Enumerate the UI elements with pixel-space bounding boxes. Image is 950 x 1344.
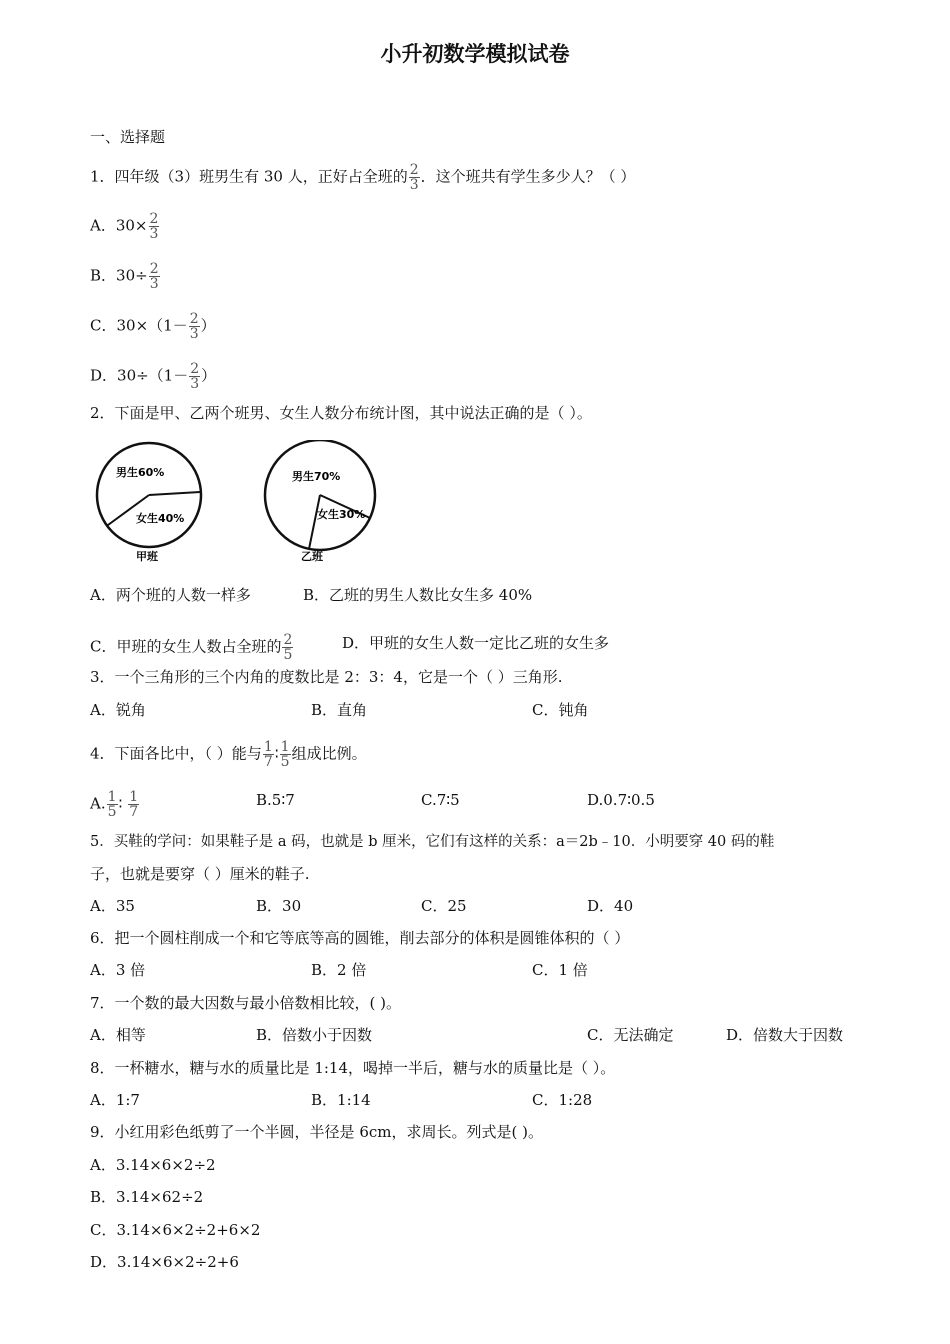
page-title: 小升初数学模拟试卷 [380,42,570,66]
question-7-option-c[interactable]: C．无法确定 [587,1026,674,1044]
pie-label-female: 女生30% [317,508,366,521]
pie-divider [149,492,200,495]
fraction: $\frac{2}{3}$ [149,211,159,242]
chart-name: 甲班 [136,550,158,563]
fraction: $\frac{1}{7}$ [129,789,139,820]
question-7-stem: 7．一个数的最大因数与最小倍数相比较，( )。 [90,994,402,1012]
question-2-option-b[interactable]: B．乙班的男生人数比女生多 40% [303,586,533,604]
question-6-stem: 6．把一个圆柱削成一个和它等底等高的圆锥，削去部分的体积是圆锥体积的（ ） [90,929,630,947]
question-7-option-d[interactable]: D．倍数大于因数 [726,1026,844,1044]
pie-label-female: 女生40% [136,512,185,525]
question-2-option-a[interactable]: A．两个班的人数一样多 [90,586,251,604]
fraction: $\frac{2}{5}$ [283,632,293,663]
question-9-option-d[interactable]: D．3.14×6×2÷2+6 [90,1253,239,1271]
question-8-option-a[interactable]: A．1:7 [90,1091,140,1109]
question-4-stem: 4．下面各比中，（ ）能与 $\frac{1}{7}$ ∶ $\frac{1}{5}$ 组成比例。 [90,739,367,770]
question-8-option-c[interactable]: C．1:28 [532,1091,593,1109]
question-9-stem: 9．小红用彩色纸剪了一个半圆，半径是 6cm，求周长。列式是( )。 [90,1123,543,1141]
question-9-option-b[interactable]: B．3.14×62÷2 [90,1188,204,1206]
question-3-option-c[interactable]: C．钝角 [532,701,589,719]
question-3-option-a[interactable]: A．锐角 [90,701,146,719]
fraction: $\frac{1}{7}$ [263,739,273,770]
question-1-option-d[interactable]: D．30÷（1－ $\frac{2}{3}$ ） [90,361,217,392]
question-5-stem-line1: 5．买鞋的学问：如果鞋子是 a 码，也就是 b 厘米，它们有这样的关系：a＝2b﹣10．小明要穿 40 码的鞋 [90,834,775,850]
pie-chart-class-yi [265,440,375,563]
question-2-stem: 2．下面是甲、乙两个班男、女生人数分布统计图，其中说法正确的是（ ）。 [90,404,592,422]
question-5-option-a[interactable]: A．35 [90,897,135,915]
chart-name: 乙班 [301,550,323,563]
fraction: $\frac{1}{5}$ [107,789,117,820]
question-1-option-c[interactable]: C．30×（1－ $\frac{2}{3}$ ） [90,311,216,342]
question-1-option-a[interactable]: A．30× $\frac{2}{3}$ [90,211,159,242]
fraction: $\frac{1}{5}$ [280,739,290,770]
question-1-stem: 1．四年级（3）班男生有 30 人，正好占全班的 $\frac{2}{3}$ ．这个班共有学生多少人？（ ） [90,162,636,193]
question-5-option-c[interactable]: C．25 [421,897,467,915]
fraction: $\frac{2}{3}$ [149,261,159,292]
pie-label-male: 男生70% [292,470,341,483]
question-6-option-b[interactable]: B．2 倍 [311,961,367,979]
question-3-stem: 3．一个三角形的三个内角的度数比是 2：3：4，它是一个（ ）三角形. [90,668,563,686]
question-5-stem-line2: 子，也就是要穿（ ）厘米的鞋子. [90,865,310,883]
section-heading: 一、选择题 [90,128,166,146]
question-7-option-a[interactable]: A．相等 [90,1026,146,1044]
question-1-option-b[interactable]: B．30÷ $\frac{2}{3}$ [90,261,159,292]
question-9-option-c[interactable]: C．3.14×6×2÷2+6×2 [90,1221,261,1239]
pie-divider [309,495,320,549]
question-6-option-c[interactable]: C．1 倍 [532,961,588,979]
question-4-option-c[interactable]: C.7∶5 [421,791,460,809]
question-4-option-a[interactable]: A. $\frac{1}{5}$ ∶ $\frac{1}{7}$ [90,789,139,820]
question-8-stem: 8．一杯糖水，糖与水的质量比是 1:14，喝掉一半后，糖与水的质量比是（ ）。 [90,1059,616,1077]
question-4-option-d[interactable]: D.0.7∶0.5 [587,791,655,809]
question-4-option-b[interactable]: B.5∶7 [256,791,295,809]
question-2-option-c[interactable]: C．甲班的女生人数占全班的 $\frac{2}{5}$ [90,632,293,663]
question-2-option-d[interactable]: D．甲班的女生人数一定比乙班的女生多 [342,634,610,652]
fraction: $\frac{2}{3}$ [189,311,199,342]
pie-label-male: 男生60% [116,466,165,479]
question-8-option-b[interactable]: B．1:14 [311,1091,371,1109]
fraction: $\frac{2}{3}$ [409,162,419,193]
pie-chart-class-jia [97,443,201,563]
question-9-option-a[interactable]: A．3.14×6×2÷2 [90,1156,216,1174]
question-6-option-a[interactable]: A．3 倍 [90,961,146,979]
fraction: $\frac{2}{3}$ [190,361,200,392]
question-3-option-b[interactable]: B．直角 [311,701,368,719]
question-7-option-b[interactable]: B．倍数小于因数 [256,1026,373,1044]
pie-charts-figure [90,440,390,565]
question-5-option-b[interactable]: B．30 [256,897,302,915]
question-5-option-d[interactable]: D．40 [587,897,634,915]
